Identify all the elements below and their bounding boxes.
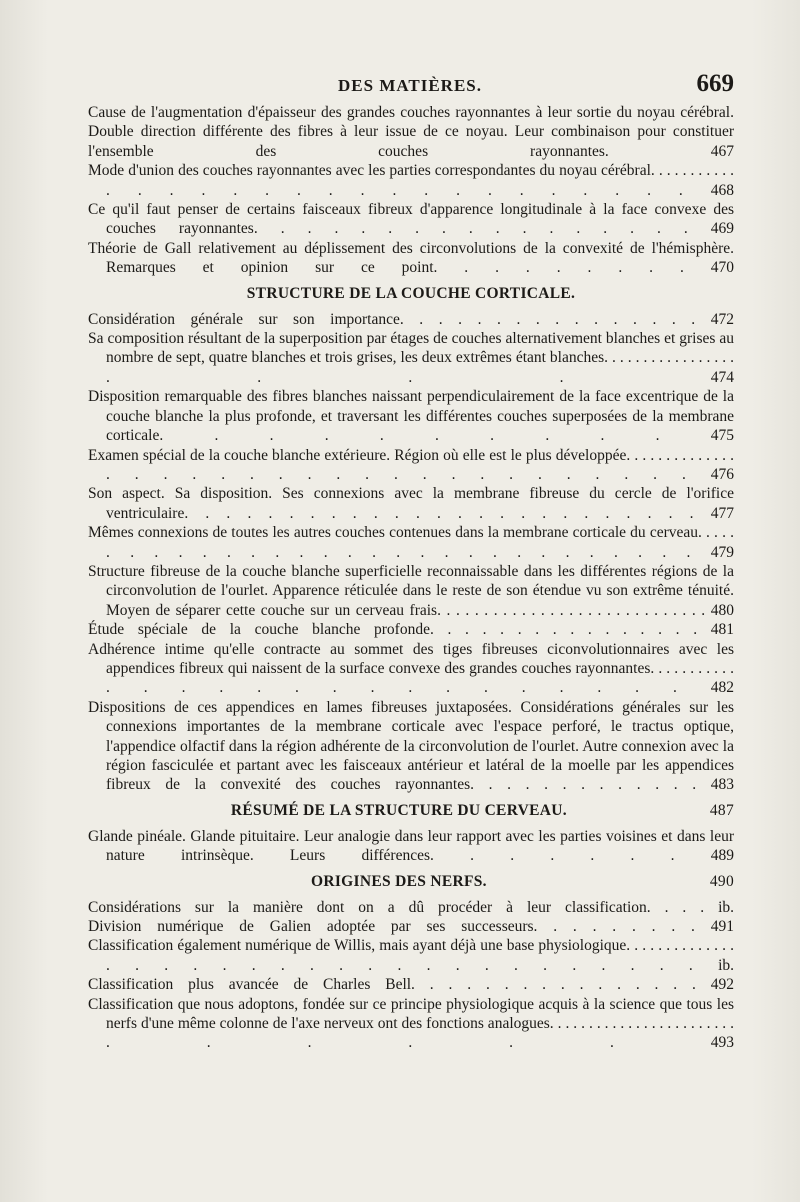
toc-entry: Cause de l'augmentation d'épaisseur des grandes couches rayonnantes à leur sortie du noyau cérébral. Double direction différente des fibres à leur issue de ce noyau. Leur combinaison pour constituer l'ensemble des couches rayonnantes. 467 — [88, 104, 735, 160]
toc-entry: Adhérence intime qu'elle contracte au sommet des tiges fibreuses ciconvolutionnaires avec les appendices fibreux qui naissent de la surface convexe des grandes couches rayonnantes. . . . . . . . . . . . . . . . . . . . . . . . . . . 482 — [88, 640, 734, 697]
section-heading — [88, 795, 734, 827]
section-heading — [88, 866, 734, 898]
toc-entry: Classification également numérique de Willis, mais ayant déjà une base physiologique. . . . . . . . . . . . . . . . . . . . . . . . . . . . . . . . . . . ib. — [88, 937, 735, 974]
toc-entry: Son aspect. Sa disposition. Ses connexions avec la membrane fibreuse du cercle de l'orifice ventriculaire. . . . . . . . . . . . . . . . . . . . . . . . . 477 — [88, 485, 734, 522]
section-page-number: 490 — [709, 872, 734, 890]
toc-entry: Sa composition résultant de la superposition par étages de couches alternativement blanches et grises au nombre de sept, quatre blanches et trois grises, les deux extrêmes étant blanches. . . . . . . . . . . . . . . . . . . . . 474 — [88, 330, 734, 386]
header-page-number: 669 — [696, 70, 734, 97]
toc-entry: Disposition remarquable des fibres blanches naissant perpendiculairement de la face excentrique de la couche blanche la plus profonde, et traversant les différentes couches superposées de la membrane corticale. . . . . . . . . . 475 — [88, 388, 734, 445]
toc-entry: Ce qu'il faut penser de certains faisceaux fibreux d'apparence longitudinale à la face convexe des couches rayonnantes. . . . . . . . . . . . . . . . . 469 — [88, 201, 735, 238]
toc-entry: Structure fibreuse de la couche blanche superficielle reconnaissable dans les différentes régions de la circonvolution de l'ourlet. Apparence réticulée dans le reste de son étendue vu son extrême ténuité. Moyen de séparer cette couche sur un cerveau frais. . . . . . . . . . . . . . . . . . . . . . . . . . . . . 480 — [88, 562, 734, 619]
toc-entry: Classification que nous adoptons, fondée sur ce principe physiologique acquis à la science que tous les nerfs d'une même colonne de l'axe nerveux ont des fonctions analogues. . . . . . . . . . . . . . . . . . . . . . . . . . . . . . 493 — [88, 995, 735, 1052]
toc-entry: Étude spéciale de la couche blanche profonde. . . . . . . . . . . . . . . . 481 — [88, 621, 735, 639]
toc-entry: Classification plus avancée de Charles Bell. . . . . . . . . . . . . . . . 492 — [88, 976, 735, 994]
toc-entry: Dispositions de ces appendices en lames fibreuses juxtaposées. Considérations générales sur les connexions importantes de la membrane corticale avec l'espace perforé, le tractus optique, l'appendice olfactif dans la région adhérente de la circonvolution de l'ourlet. Autre connexion avec la région fasciculée et partant avec les faisceaux antérieur et latéral de la moelle par les appendices fibreux de la convexité des couches rayonnantes. . . . . . . . . . . . . 483 — [88, 698, 734, 794]
header-title: DES MATIÈRES. — [338, 76, 482, 95]
toc-entry: Mêmes connexions de toutes les autres couches contenues dans la membrane corticale du cerveau. . . . . . . . . . . . . . . . . . . . . . . . . . . . . . 479 — [88, 524, 735, 561]
section-heading — [88, 278, 734, 310]
toc-entry: Mode d'union des couches rayonnantes avec les parties correspondantes du noyau cérébral. . . . . . . . . . . . . . . . . . . . . . . . . . . . . . 468 — [88, 162, 735, 199]
section-title: ORIGINES DES NERFS. — [311, 872, 487, 890]
toc-entry: Division numérique de Galien adoptée par ses successeurs. . . . . . . . . 491 — [88, 918, 734, 936]
toc-entry: Considération générale sur son importance. . . . . . . . . . . . . . . . 472 — [88, 310, 734, 328]
table-of-contents — [88, 103, 734, 1053]
section-title: STRUCTURE DE LA COUCHE CORTICALE. — [246, 284, 576, 302]
toc-entry: Glande pinéale. Glande pituitaire. Leur analogie dans leur rapport avec les parties voisines et dans leur nature intrinsèque. Leurs différences. . . . . . . 489 — [88, 827, 735, 865]
section-title: RÉSUMÉ DE LA STRUCTURE DU CERVEAU. — [230, 801, 567, 819]
running-header — [86, 70, 734, 102]
section-page-number: 487 — [709, 801, 734, 819]
toc-entry: Théorie de Gall relativement au déplissement des circonvolutions de la convexité de l'hémisphère. Remarques et opinion sur ce point. . . . . . . . . 470 — [88, 239, 735, 277]
toc-entry: Considérations sur la manière dont on a dû procéder à leur classification. . . . ib. — [88, 898, 735, 916]
toc-entry: Examen spécial de la couche blanche extérieure. Région où elle est le plus développée. . . . . . . . . . . . . . . . . . . . . . . . . . . . . . . . . . . 476 — [88, 446, 735, 483]
